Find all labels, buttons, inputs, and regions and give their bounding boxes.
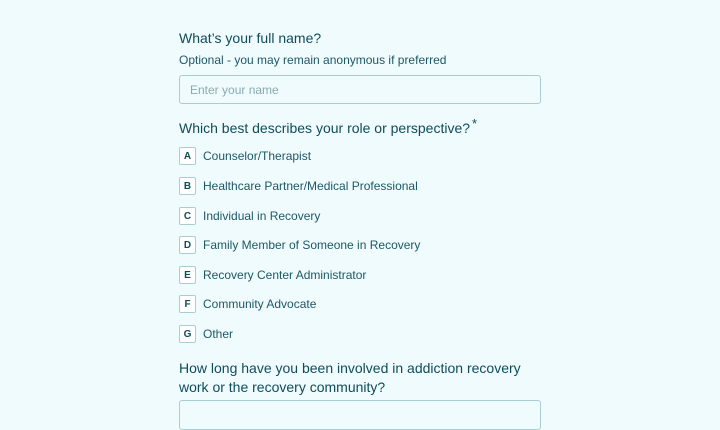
option-label: Counselor/Therapist [203, 149, 312, 163]
question-name-title: What’s your full name? [179, 30, 322, 46]
role-option-g[interactable] [179, 324, 233, 344]
option-label: Other [203, 327, 234, 341]
option-key-badge: B [179, 177, 196, 195]
option-key-badge: D [179, 236, 196, 254]
role-option-c[interactable] [179, 206, 320, 226]
role-option-b[interactable] [179, 176, 418, 196]
name-input[interactable] [179, 75, 541, 104]
role-option-d[interactable] [179, 235, 420, 255]
option-label: Community Advocate [203, 297, 317, 311]
question-role-title [179, 116, 478, 138]
question-involvement-title: How long have you been involved in addiction recovery work or the recovery community? [179, 360, 521, 395]
option-label: Family Member of Someone in Recovery [203, 238, 421, 252]
required-star: * [472, 116, 478, 131]
option-label: Healthcare Partner/Medical Professional [203, 179, 418, 193]
question-name-help-text: Optional - you may remain anonymous if preferred [179, 53, 447, 67]
role-option-f[interactable] [179, 294, 316, 314]
option-key-badge: F [179, 295, 196, 313]
option-label: Individual in Recovery [203, 209, 321, 223]
role-option-a[interactable] [179, 146, 311, 166]
option-key-badge: E [179, 266, 196, 284]
role-option-e[interactable] [179, 265, 366, 285]
question-role-title-text: Which best describes your role or perspective? [179, 120, 471, 136]
option-key-badge: A [179, 147, 196, 165]
option-key-badge: C [179, 207, 196, 225]
option-label: Recovery Center Administrator [203, 268, 367, 282]
option-key-badge: G [179, 325, 196, 343]
